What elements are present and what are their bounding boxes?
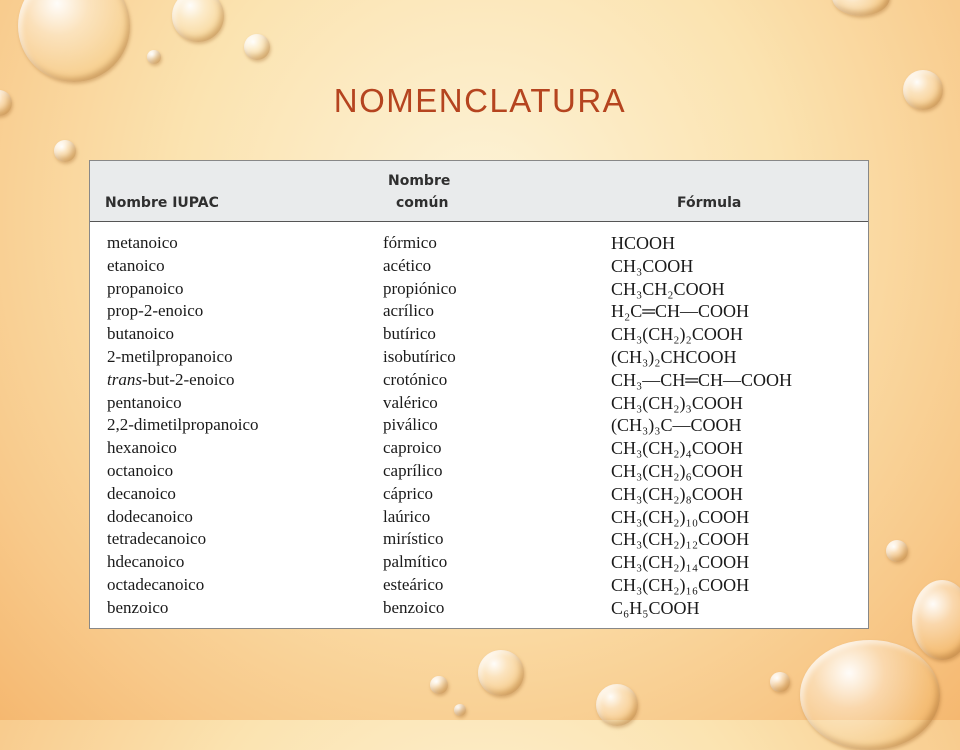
common-name-cell: acético — [383, 255, 432, 275]
iupac-name-cell: butanoico — [107, 324, 175, 344]
formula-cell: CH₃(CH₂)₃COOH — [611, 392, 743, 413]
formula-cell: CH₃(CH₂)₆COOH — [611, 460, 743, 481]
iupac-name-cell: hdecanoico — [107, 552, 185, 572]
formula-cell: C₆H₅COOH — [611, 597, 700, 618]
common-name-cell: caproico — [383, 438, 442, 458]
common-name-cell: propiónico — [383, 278, 457, 298]
table-row — [90, 347, 868, 370]
water-droplet — [912, 580, 960, 660]
common-name-cell: benzoico — [383, 597, 445, 617]
iupac-name-cell: trans-but-2-enoico — [107, 369, 235, 389]
iupac-name-cell: dodecanoico — [107, 506, 193, 526]
formula-cell: CH₃(CH₂)₁₆COOH — [611, 574, 750, 595]
water-droplet — [800, 640, 940, 750]
table-row — [90, 438, 868, 461]
table-row — [90, 484, 868, 507]
iupac-name-cell: octanoico — [107, 460, 174, 480]
common-name-cell: esteárico — [383, 574, 444, 594]
formula-cell: CH₃(CH₂)₈COOH — [611, 483, 743, 504]
water-droplet — [832, 0, 890, 16]
table-body — [90, 233, 868, 621]
common-name-cell: acrílico — [383, 301, 434, 321]
common-name-cell: butírico — [383, 324, 436, 344]
iupac-name-cell: hexanoico — [107, 438, 177, 458]
formula-cell: HCOOH — [611, 233, 676, 253]
iupac-name-cell: metanoico — [107, 233, 178, 252]
water-droplet — [770, 672, 790, 692]
common-name-cell: valérico — [383, 392, 438, 412]
iupac-name-cell: 2,2-dimetilpropanoico — [107, 415, 259, 435]
table-row — [90, 370, 868, 393]
iupac-name-cell: etanoico — [107, 255, 165, 275]
water-droplet — [886, 540, 908, 562]
water-droplet — [244, 34, 270, 60]
table-row — [90, 598, 868, 621]
formula-cell: CH₃—CH═CH—COOH — [611, 369, 793, 390]
water-droplet — [147, 50, 161, 64]
table-row — [90, 256, 868, 279]
table-row — [90, 415, 868, 438]
table-row — [90, 529, 868, 552]
iupac-name-cell: tetradecanoico — [107, 529, 207, 549]
iupac-name-cell: benzoico — [107, 597, 169, 617]
iupac-name-cell: propanoico — [107, 278, 184, 298]
water-droplet — [172, 0, 224, 42]
formula-cell: CH₃COOH — [611, 255, 694, 276]
water-droplet — [18, 0, 130, 82]
common-name-cell: laúrico — [383, 506, 431, 526]
water-droplet — [478, 650, 524, 696]
common-name-cell: mirístico — [383, 529, 444, 549]
slide-title: NOMENCLATURA — [333, 82, 627, 119]
header-formula: Fórmula — [677, 195, 742, 211]
common-name-cell: isobutírico — [383, 346, 456, 366]
water-droplet — [430, 676, 448, 694]
common-name-cell: piválico — [383, 415, 438, 435]
common-name-cell: crotónico — [383, 369, 448, 389]
water-droplet — [454, 704, 466, 716]
trans-prefix: trans — [107, 369, 142, 389]
common-name-cell: cáprico — [383, 483, 434, 503]
table-row — [90, 279, 868, 302]
table-row — [90, 461, 868, 484]
common-name-cell: palmítico — [383, 552, 448, 572]
table-row — [90, 393, 868, 416]
formula-cell: CH₃(CH₂)₁₄COOH — [611, 552, 750, 573]
common-name-cell: fórmico — [383, 233, 437, 252]
formula-cell: CH₃(CH₂)₁₀COOH — [611, 506, 750, 527]
formula-cell: (CH₃)₂CHCOOH — [611, 346, 737, 367]
formula-cell: CH₃(CH₂)₁₂COOH — [611, 529, 750, 550]
table-header — [90, 161, 868, 222]
table-row — [90, 575, 868, 598]
water-droplet — [54, 140, 76, 162]
iupac-name-cell: pentanoico — [107, 392, 182, 412]
table-row — [90, 301, 868, 324]
common-name-cell: caprílico — [383, 460, 443, 480]
formula-cell: CH₃(CH₂)₄COOH — [611, 438, 743, 459]
iupac-name-cell: decanoico — [107, 483, 176, 503]
formula-cell: (CH₃)₃C—COOH — [611, 415, 742, 436]
formula-cell: H₂C═CH—COOH — [611, 301, 750, 322]
acids-table — [89, 160, 869, 629]
iupac-name-cell: prop-2-enoico — [107, 301, 204, 321]
header-common-name-line1: Nombre — [388, 173, 451, 189]
table-row — [90, 324, 868, 347]
iupac-name-cell: octadecanoico — [107, 574, 205, 594]
formula-cell: CH₃(CH₂)₂COOH — [611, 324, 743, 345]
iupac-name-cell: 2-metilpropanoico — [107, 346, 233, 366]
table-row — [90, 233, 868, 256]
header-common-name-line2: común — [396, 195, 449, 211]
header-iupac-name: Nombre IUPAC — [105, 195, 219, 211]
table-row — [90, 552, 868, 575]
formula-cell: CH₃CH₂COOH — [611, 278, 725, 299]
table-row — [90, 507, 868, 530]
